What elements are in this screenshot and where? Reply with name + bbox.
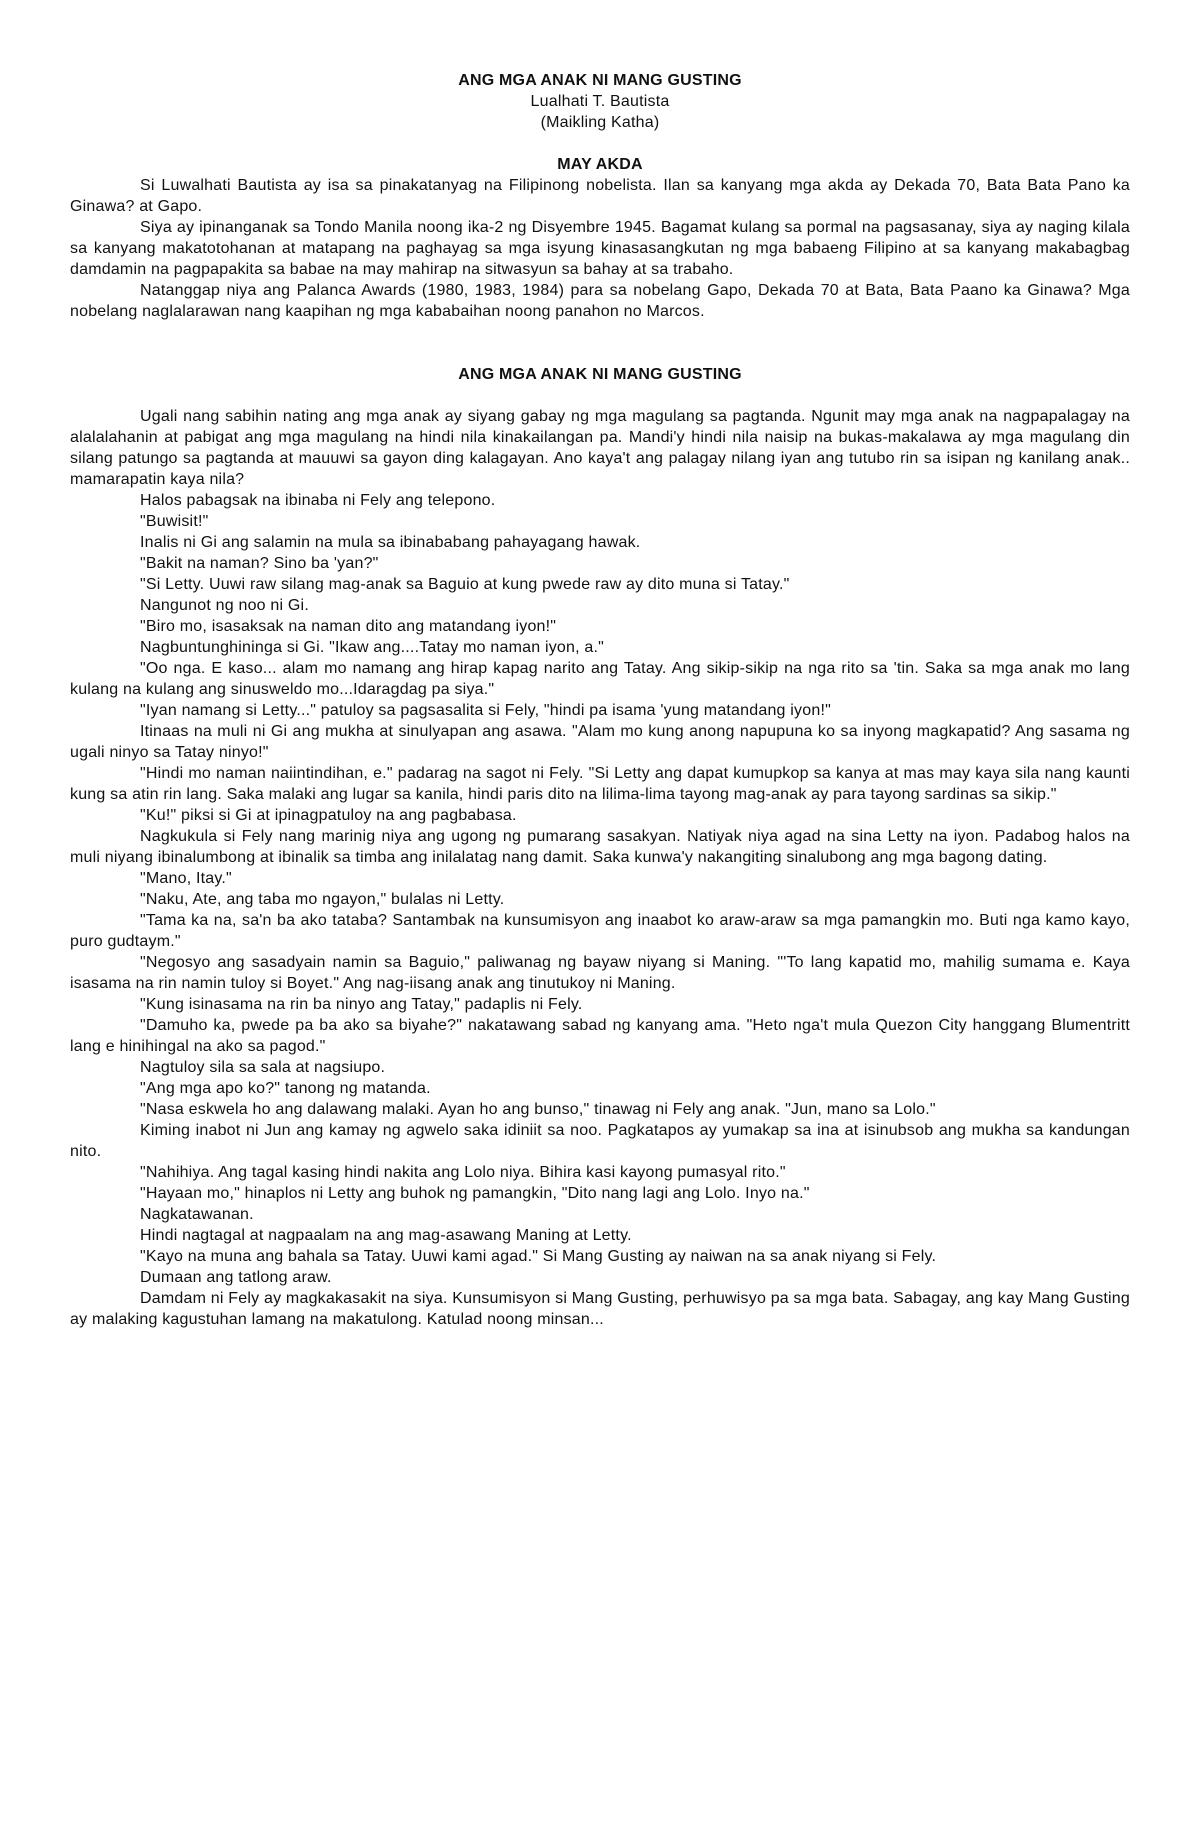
author-paragraph: Siya ay ipinanganak sa Tondo Manila noong ika-2 ng Disyembre 1945. Bagamat kulang sa pormal na pagsasanay, siya ay naging kilala sa kanyang makatotohanan at matapang na paghayag sa mga isyung kinasasangkutan ng mga babaeng Filipino at sa kanyang makabagbag damdamin na pagpapakita sa babae na may mahirap na sitwasyun sa bahay at sa trabaho.: [70, 219, 1130, 278]
story-paragraph: "Kayo na muna ang bahala sa Tatay. Uuwi kami agad." Si Mang Gusting ay naiwan na sa anak niyang si Fely.: [140, 1248, 937, 1265]
author-paragraph: Si Luwalhati Bautista ay isa sa pinakatanyag na Filipinong nobelista. Ilan sa kanyang mga akda ay Dekada 70, Bata Bata Pano ka Ginawa? at Gapo.: [70, 177, 1130, 215]
story-paragraph: Nagbuntunghininga si Gi. "Ikaw ang....Tatay mo naman iyon, a.": [140, 639, 605, 656]
story-paragraph: "Bakit na naman? Sino ba 'yan?": [140, 555, 379, 572]
author-name: Lualhati T. Bautista: [530, 93, 670, 110]
story-paragraph: "Oo nga. E kaso... alam mo namang ang hirap kapag narito ang Tatay. Ang sikip-sikip na nga rito sa 'tin. Saka sa mga anak mo lang kulang na kulang ang sinusweldo mo...Idaragdag pa siya.": [70, 660, 1130, 698]
story-paragraph: "Tama ka na, sa'n ba ako tataba? Santambak na kunsumisyon ang inaabot ko araw-araw sa mga pamangkin mo. Buti nga kamo kayo, puro gudtaym.": [70, 912, 1130, 950]
story-paragraph: "Mano, Itay.": [140, 870, 232, 887]
story-paragraph: Nagtuloy sila sa sala at nagsiupo.: [140, 1059, 386, 1076]
story-paragraph: "Hindi mo naman naiintindihan, e." padarag na sagot ni Fely. "Si Letty ang dapat kumupkop sa kanya at mas may kaya sila nang kaunti kung sa atin rin lang. Saka malaki ang lugar sa kanila, hindi paris dito na lilima-lima tayong mag-anak ay para tayong sardinas sa sikip.": [70, 765, 1130, 803]
story-paragraph: Ugali nang sabihin nating ang mga anak ay siyang gabay ng mga magulang sa pagtanda. Ngunit may mga anak na nagpapalagay na alalalahanin at pabigat ang mga magulang na hindi nila kinakailangan pa. Mandi'y hindi nila naisip na bukas-makalawa ay mga magulang din silang patungo sa pagtanda at mauuwi sa gayon ding kalagayan. Ano kaya't ang palagay nilang iyan ang tutubo rin sa isipan ng kanilang anak.. mamarapatin kaya nila?: [70, 408, 1130, 488]
story-heading: ANG MGA ANAK NI MANG GUSTING: [458, 366, 742, 383]
story-paragraph: "Kung isinasama na rin ba ninyo ang Tatay," padaplis ni Fely.: [140, 996, 583, 1013]
spacer: [70, 322, 1130, 364]
story-paragraph: Nagkukula si Fely nang marinig niya ang ugong ng pumarang sasakyan. Natiyak niya agad na sina Letty na iyon. Padabog halos na muli niyang ibinalumbong at ibinalik sa timba ang inilalatag nang damit. Saka kunwa'y nakangiting sinalubong ang mga bagong dating.: [70, 828, 1130, 866]
story-paragraph: "Hayaan mo," hinaplos ni Letty ang buhok ng pamangkin, "Dito nang lagi ang Lolo. Inyo na.": [140, 1185, 810, 1202]
story-paragraph: "Negosyo ang sasadyain namin sa Baguio," paliwanag ng bayaw niyang si Maning. "'To lang kapatid mo, mahilig sumama e. Kaya isasama na rin namin tuloy si Boyet." Ang nag-iisang anak ang tinutukoy ni Maning.: [70, 954, 1130, 992]
story-paragraph: "Buwisit!": [140, 513, 209, 530]
story-paragraph: "Nasa eskwela ho ang dalawang malaki. Ayan ho ang bunso," tinawag ni Fely ang anak. "Jun, mano sa Lolo.": [140, 1101, 936, 1118]
story-paragraph: Itinaas na muli ni Gi ang mukha at sinulyapan ang asawa. "Alam mo kung anong napupuna ko sa inyong magkapatid? Ang sasama ng ugali ninyo sa Tatay ninyo!": [70, 723, 1130, 761]
document-title: ANG MGA ANAK NI MANG GUSTING: [458, 72, 742, 89]
document-page: [70, 70, 1130, 1330]
genre-label: (Maikling Katha): [540, 114, 660, 131]
story-paragraph: Nangunot ng noo ni Gi.: [140, 597, 309, 614]
spacer: [70, 385, 1130, 406]
author-section-body: [70, 175, 1130, 322]
story-paragraph: "Iyan namang si Letty..." patuloy sa pagsasalita si Fely, "hindi pa isama 'yung matandang iyon!": [140, 702, 831, 719]
story-paragraph: Dumaan ang tatlong araw.: [140, 1269, 332, 1286]
story-paragraph: Damdam ni Fely ay magkakasakit na siya. Kunsumisyon si Mang Gusting, perhuwisyo pa sa mga bata. Sabagay, ang kay Mang Gusting ay malaking kagustuhan lamang na makatulong. Katulad noong minsan...: [70, 1290, 1130, 1328]
story-paragraph: "Naku, Ate, ang taba mo ngayon," bulalas ni Letty.: [140, 891, 505, 908]
story-paragraph: Inalis ni Gi ang salamin na mula sa ibinababang pahayagang hawak.: [140, 534, 641, 551]
story-paragraph: "Si Letty. Uuwi raw silang mag-anak sa Baguio at kung pwede raw ay dito muna si Tatay.": [140, 576, 790, 593]
story-paragraph: Hindi nagtagal at nagpaalam na ang mag-asawang Maning at Letty.: [140, 1227, 632, 1244]
story-paragraph: "Nahihiya. Ang tagal kasing hindi nakita ang Lolo niya. Bihira kasi kayong pumasyal rito.": [140, 1164, 786, 1181]
story-paragraph: Nagkatawanan.: [140, 1206, 254, 1223]
story-paragraph: Kiming inabot ni Jun ang kamay ng agwelo saka idiniit sa noo. Pagkatapos ay yumakap sa ina at isinubsob ang mukha sa kandungan nito.: [70, 1122, 1130, 1160]
story-paragraph: "Ang mga apo ko?" tanong ng matanda.: [140, 1080, 431, 1097]
author-section-heading: MAY AKDA: [557, 156, 643, 173]
story-paragraph: "Damuho ka, pwede pa ba ako sa biyahe?" nakatawang sabad ng kanyang ama. "Heto nga't mula Quezon City hanggang Blumentritt lang e hinihingal na ako sa pagod.": [70, 1017, 1130, 1055]
story-paragraph: Halos pabagsak na ibinaba ni Fely ang telepono.: [140, 492, 496, 509]
spacer: [70, 133, 1130, 154]
story-body: [70, 406, 1130, 1330]
story-paragraph: "Biro mo, isasaksak na naman dito ang matandang iyon!": [140, 618, 557, 635]
author-paragraph: Natanggap niya ang Palanca Awards (1980, 1983, 1984) para sa nobelang Gapo, Dekada 70 at Bata, Bata Paano ka Ginawa? Mga nobelang naglalarawan nang kaapihan ng mga kababaihan noong panahon no Marcos.: [70, 282, 1130, 320]
story-paragraph: "Ku!" piksi si Gi at ipinagpatuloy na ang pagbabasa.: [140, 807, 517, 824]
